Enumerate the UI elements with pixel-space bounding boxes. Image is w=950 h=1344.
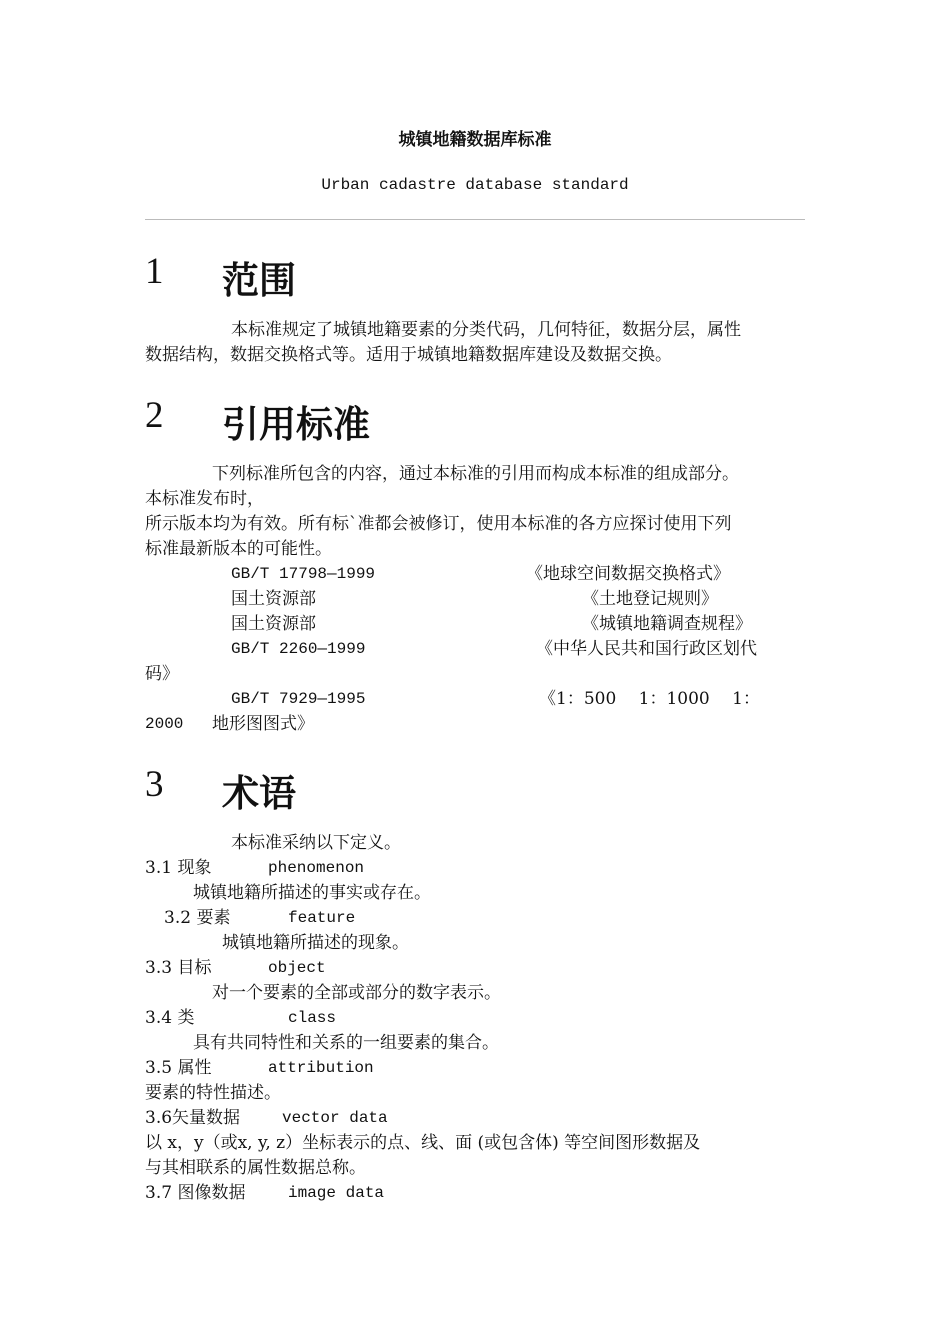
- term-label: 3.1 现象: [145, 858, 212, 878]
- section-2-number: 2: [145, 395, 164, 436]
- reference-title: 《土地登记规则》: [582, 589, 718, 609]
- section-2-line-2: 本标准发布时，: [145, 489, 264, 509]
- term-label: 3.4 类: [145, 1008, 195, 1028]
- reference-code: GB/T 7929—1995: [231, 690, 366, 708]
- section-2-title: 引用标准: [222, 403, 370, 446]
- term-english: class: [288, 1009, 337, 1027]
- term-definition: 城镇地籍所描述的现象。: [222, 933, 409, 953]
- term-label: 3.5 属性: [145, 1058, 212, 1078]
- reference-title-continued: 码》: [145, 664, 179, 684]
- term-label: 3.7 图像数据: [145, 1183, 246, 1203]
- section-1-heading: [145, 250, 545, 302]
- section-1-paragraph-line-2: 数据结构，数据交换格式等。适用于城镇地籍数据库建设及数据交换。: [145, 345, 672, 365]
- term-definition: 具有共同特性和关系的一组要素的集合。: [193, 1033, 499, 1053]
- reference-code: GB/T 2260—1999: [231, 640, 366, 658]
- term-english: phenomenon: [268, 859, 365, 877]
- section-1-number: 1: [145, 251, 164, 292]
- section-3-heading: [145, 763, 545, 815]
- term-definition-continued: 与其相联系的属性数据总称。: [145, 1158, 366, 1178]
- document-subtitle: Urban cadastre database standard: [321, 176, 629, 194]
- section-1-paragraph-line-1: 本标准规定了城镇地籍要素的分类代码，几何特征，数据分层，属性: [231, 320, 741, 340]
- section-2-line-3: 所示版本均为有效。所有标`准都会被修订，使用本标准的各方应探讨使用下列: [145, 514, 732, 534]
- reference-code: 国土资源部: [231, 614, 316, 634]
- term-english: image data: [288, 1184, 385, 1202]
- term-definition: 城镇地籍所描述的事实或存在。: [193, 883, 431, 903]
- reference-title: 《地球空间数据交换格式》: [526, 564, 730, 584]
- term-label: 3.6矢量数据: [145, 1108, 241, 1128]
- term-english: feature: [288, 909, 356, 927]
- reference-code: GB/T 17798—1999: [231, 565, 376, 583]
- section-2-line-1: 下列标准所包含的内容，通过本标准的引用而构成本标准的组成部分。: [212, 464, 739, 484]
- section-3-title: 术语: [222, 772, 296, 815]
- section-3-intro: 本标准采纳以下定义。: [231, 833, 401, 853]
- term-definition: 要素的特性描述。: [145, 1083, 281, 1103]
- section-2-heading: [145, 394, 545, 446]
- term-english: object: [268, 959, 326, 977]
- section-3-number: 3: [145, 764, 164, 805]
- term-english: vector data: [282, 1109, 388, 1127]
- term-label: 3.2 要素: [164, 908, 231, 928]
- document-title: 城镇地籍数据库标准: [398, 130, 552, 150]
- term-english: attribution: [268, 1059, 374, 1077]
- section-1-title: 范围: [222, 259, 296, 302]
- reference-title: 《1：500 1：1000 1：: [539, 689, 760, 709]
- title-divider: [145, 219, 805, 220]
- section-2-line-4: 标准最新版本的可能性。: [145, 539, 332, 559]
- reference-code: 国土资源部: [231, 589, 316, 609]
- reference-title-continued-scale: 2000: [145, 715, 184, 733]
- term-definition: 以 x，y（或x, y, z）坐标表示的点、线、面 (或包含体) 等空间图形数据及: [145, 1133, 701, 1153]
- reference-title-continued: 地形图图式》: [212, 714, 314, 734]
- term-definition: 对一个要素的全部或部分的数字表示。: [212, 983, 501, 1003]
- reference-title: 《中华人民共和国行政区划代: [536, 639, 757, 659]
- term-label: 3.3 目标: [145, 958, 212, 978]
- reference-title: 《城镇地籍调查规程》: [582, 614, 752, 634]
